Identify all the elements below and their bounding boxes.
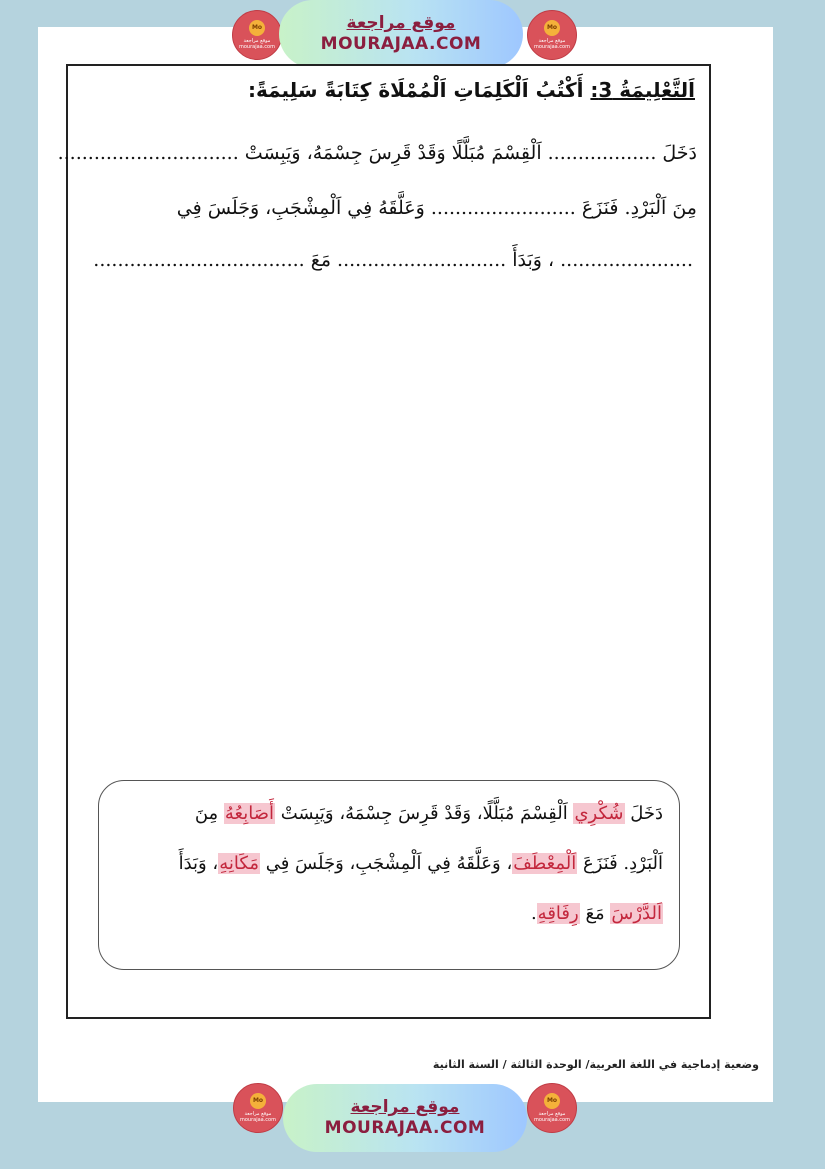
answer-word: مَكَانِهِ: [219, 853, 259, 874]
answer-line-1: [115, 803, 663, 824]
answer-text: اَلْبَرْدِ. فَنَزَعَ: [577, 853, 663, 874]
logo-badge: Mo: [250, 1093, 266, 1109]
fill-line-2: مِنَ اَلْبَرْدِ. فَنَزَعَ ........................ وَعَلَّقَهُ فِي اَلْمِشْجَبِ، وَجَلَسَ فِي: [176, 197, 697, 219]
answer-box: [98, 780, 680, 970]
answer-text: اَلْقِسْمَ مُبَلَّلًا، وَقَدْ قَرِسَ جِسْمَهُ، وَيَبِسَتْ: [275, 803, 574, 824]
answer-line-2: [115, 853, 663, 874]
answer-text: .: [530, 903, 537, 924]
banner-latin: MOURAJAA.COM: [320, 34, 482, 54]
site-logo-right[interactable]: [527, 10, 577, 60]
logo-badge: Mo: [544, 20, 560, 36]
instruction-text: أَكْتُبُ اَلْكَلِمَاتِ اَلْمُمْلَاةَ كِتَابَةً سَلِيمَةً:: [247, 78, 591, 102]
site-banner-top[interactable]: [279, 0, 523, 68]
answer-word: أَصَابِعُهُ: [224, 803, 275, 824]
site-logo-right[interactable]: [527, 1083, 577, 1133]
answer-text: دَخَلَ: [624, 803, 663, 824]
answer-word: اَلْمِعْطَفَ: [513, 853, 577, 874]
logo-caption: موقع مراجعة mourajaa.com: [533, 38, 570, 50]
instruction-number: اَلتَّعْلِيمَةُ 3:: [590, 78, 695, 102]
logo-caption: موقع مراجعة mourajaa.com: [238, 38, 275, 50]
site-logo-left[interactable]: [232, 10, 282, 60]
answer-word: رِفَاقِهِ: [537, 903, 579, 924]
logo-badge: Mo: [249, 20, 265, 36]
answer-word: شُكْرِي: [574, 803, 624, 824]
page-footer: وضعية إدماجية في اللغة العربية/ الوحدة الثالثة / السنة الثانية: [432, 1058, 759, 1071]
answer-text: ، وَبَدَأَ: [178, 853, 219, 874]
exercise-title: [248, 78, 695, 102]
fill-line-1: دَخَلَ .................. اَلْقِسْمَ مُبَلَّلًا وَقَدْ قَرِسَ جِسْمَهُ، وَيَبِسَتْ ..............................: [57, 142, 697, 164]
logo-caption: موقع مراجعة mourajaa.com: [239, 1111, 276, 1123]
site-logo-left[interactable]: [233, 1083, 283, 1133]
answer-text: ، وَعَلَّقَهُ فِي اَلْمِشْجَبِ، وَجَلَسَ فِي: [259, 853, 513, 874]
answer-word: اَلدَّرْسَ: [611, 903, 662, 924]
banner-arabic: موقع مراجعة: [350, 1097, 460, 1117]
site-banner-bottom[interactable]: [283, 1084, 527, 1152]
banner-latin: MOURAJAA.COM: [324, 1118, 486, 1138]
logo-badge: Mo: [544, 1093, 560, 1109]
answer-text: مِنَ: [194, 803, 224, 824]
logo-caption: موقع مراجعة mourajaa.com: [533, 1111, 570, 1123]
answer-text: مَعَ: [579, 903, 611, 924]
banner-arabic: موقع مراجعة: [346, 13, 456, 33]
fill-line-3: ...................... ، وَبَدَأَ ............................ مَعَ ...................................: [93, 249, 693, 271]
answer-line-3: [115, 903, 663, 924]
